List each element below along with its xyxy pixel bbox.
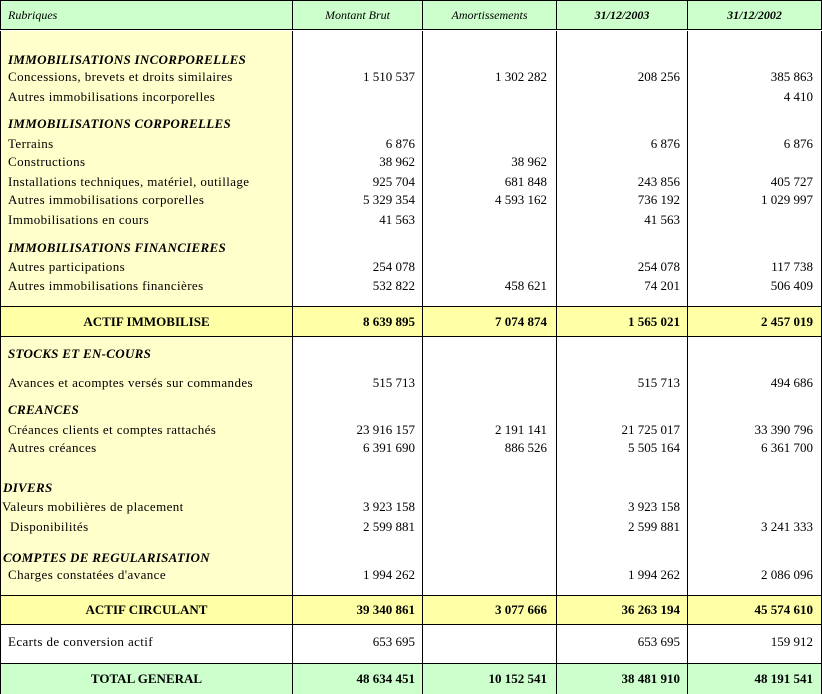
total-actif-immobilise [0, 306, 822, 337]
header-amortissements: Amortissements [423, 0, 557, 30]
row-label: Immobilisations en cours [8, 212, 150, 227]
value-cell: 2 599 881 [363, 519, 415, 534]
value-cell: 653 695 [372, 634, 415, 649]
category-stocks: STOCKS ET EN-COURS [8, 346, 152, 361]
category-immo-financieres: IMMOBILISATIONS FINANCIERES [8, 240, 226, 255]
value-cell: 7 074 874 [495, 314, 547, 329]
category-immo-incorporelles: IMMOBILISATIONS INCORPORELLES [8, 52, 247, 67]
header-y2003: 31/12/2003 [557, 0, 688, 30]
value-cell: 405 727 [770, 174, 813, 189]
value-cell: 494 686 [770, 375, 813, 390]
row-label: Autres immobilisations corporelles [8, 192, 205, 207]
value-cell: 10 152 541 [488, 671, 547, 686]
value-cell: 8 639 895 [363, 314, 415, 329]
value-cell: 1 302 282 [495, 69, 547, 84]
table-row [0, 212, 822, 230]
value-cell: 254 078 [637, 259, 680, 274]
value-cell: 515 713 [372, 375, 415, 390]
value-cell: 208 256 [637, 69, 680, 84]
table-row [0, 567, 822, 585]
value-cell: 1 994 262 [363, 567, 415, 582]
row-label: Concessions, brevets et droits similaires [8, 69, 233, 84]
value-cell: 1 565 021 [628, 314, 680, 329]
value-cell: 736 192 [637, 192, 680, 207]
table-row [0, 136, 822, 154]
value-cell: 2 599 881 [628, 519, 680, 534]
value-cell: 38 962 [379, 154, 415, 169]
value-cell: 6 391 690 [363, 440, 415, 455]
table-row [0, 278, 822, 296]
value-cell: 458 621 [504, 278, 547, 293]
row-label: Installations techniques, matériel, outillage [8, 174, 250, 189]
header-y2002: 31/12/2002 [688, 0, 822, 30]
value-cell: 2 457 019 [761, 314, 813, 329]
table-row [0, 519, 822, 537]
row-label: Ecarts de conversion actif [8, 634, 154, 649]
table-row [0, 499, 822, 517]
value-cell: 117 738 [771, 259, 813, 274]
category-regularisation: COMPTES DE REGULARISATION [3, 550, 210, 565]
value-cell: 39 340 861 [356, 602, 415, 617]
value-cell: 4 593 162 [495, 192, 547, 207]
value-cell: 48 191 541 [754, 671, 813, 686]
value-cell: 4 410 [783, 89, 813, 104]
value-cell: 23 916 157 [356, 422, 415, 437]
value-cell: 5 505 164 [628, 440, 680, 455]
table-row [0, 259, 822, 277]
value-cell: 886 526 [504, 440, 547, 455]
value-cell: 6 876 [385, 136, 415, 151]
category-divers: DIVERS [3, 480, 53, 495]
value-cell: 2 191 141 [495, 422, 547, 437]
value-cell: 243 856 [637, 174, 680, 189]
row-label: Autres immobilisations incorporelles [8, 89, 216, 104]
value-cell: 6 361 700 [761, 440, 813, 455]
value-cell: 3 923 158 [363, 499, 415, 514]
header-montant-brut: Montant Brut [293, 0, 423, 30]
value-cell: 254 078 [372, 259, 415, 274]
value-cell: 38 962 [511, 154, 547, 169]
row-label: Autres participations [8, 259, 126, 274]
table-row-ecarts [0, 634, 822, 652]
table-row [0, 154, 822, 172]
value-cell: 515 713 [637, 375, 680, 390]
value-cell: 681 848 [504, 174, 547, 189]
row-label: Autres créances [8, 440, 97, 455]
value-cell: 33 390 796 [754, 422, 813, 437]
value-cell: 3 923 158 [628, 499, 680, 514]
value-cell: 6 876 [650, 136, 680, 151]
table-row [0, 440, 822, 458]
total-actif-circulant [0, 595, 822, 625]
table-row [0, 174, 822, 192]
row-label: Constructions [8, 154, 86, 169]
value-cell: 159 912 [770, 634, 813, 649]
table-row [0, 89, 822, 107]
row-label: Terrains [8, 136, 54, 151]
value-cell: 48 634 451 [356, 671, 415, 686]
total-label: ACTIF IMMOBILISE [83, 314, 210, 329]
value-cell: 2 086 096 [761, 567, 813, 582]
value-cell: 3 077 666 [495, 602, 547, 617]
table-row [0, 192, 822, 210]
value-cell: 925 704 [372, 174, 415, 189]
header-rubriques: Rubriques [0, 0, 293, 30]
value-cell: 1 510 537 [363, 69, 415, 84]
category-creances: CREANCES [8, 402, 80, 417]
value-cell: 1 029 997 [761, 192, 813, 207]
total-general [0, 663, 822, 694]
value-cell: 506 409 [770, 278, 813, 293]
row-label: Disponibilités [10, 519, 89, 534]
value-cell: 385 863 [770, 69, 813, 84]
table-row [0, 422, 822, 440]
value-cell: 532 822 [372, 278, 415, 293]
row-label: Autres immobilisations financières [8, 278, 204, 293]
value-cell: 6 876 [783, 136, 813, 151]
value-cell: 36 263 194 [621, 602, 680, 617]
table-row [0, 69, 822, 87]
category-immo-corporelles: IMMOBILISATIONS CORPORELLES [8, 116, 232, 131]
value-cell: 38 481 910 [621, 671, 680, 686]
value-cell: 5 329 354 [363, 192, 415, 207]
table-row [0, 375, 822, 393]
value-cell: 45 574 610 [754, 602, 813, 617]
value-cell: 74 201 [644, 278, 680, 293]
value-cell: 21 725 017 [621, 422, 680, 437]
total-label: TOTAL GENERAL [90, 671, 203, 686]
value-cell: 1 994 262 [628, 567, 680, 582]
value-cell: 653 695 [637, 634, 680, 649]
value-cell: 3 241 333 [761, 519, 813, 534]
total-label: ACTIF CIRCULANT [85, 602, 208, 617]
row-label: Créances clients et comptes rattachés [8, 422, 217, 437]
row-label: Charges constatées d'avance [8, 567, 167, 582]
value-cell: 41 563 [379, 212, 415, 227]
row-label: Valeurs mobilières de placement [2, 499, 184, 514]
row-label: Avances et acomptes versés sur commandes [8, 375, 253, 390]
value-cell: 41 563 [644, 212, 680, 227]
